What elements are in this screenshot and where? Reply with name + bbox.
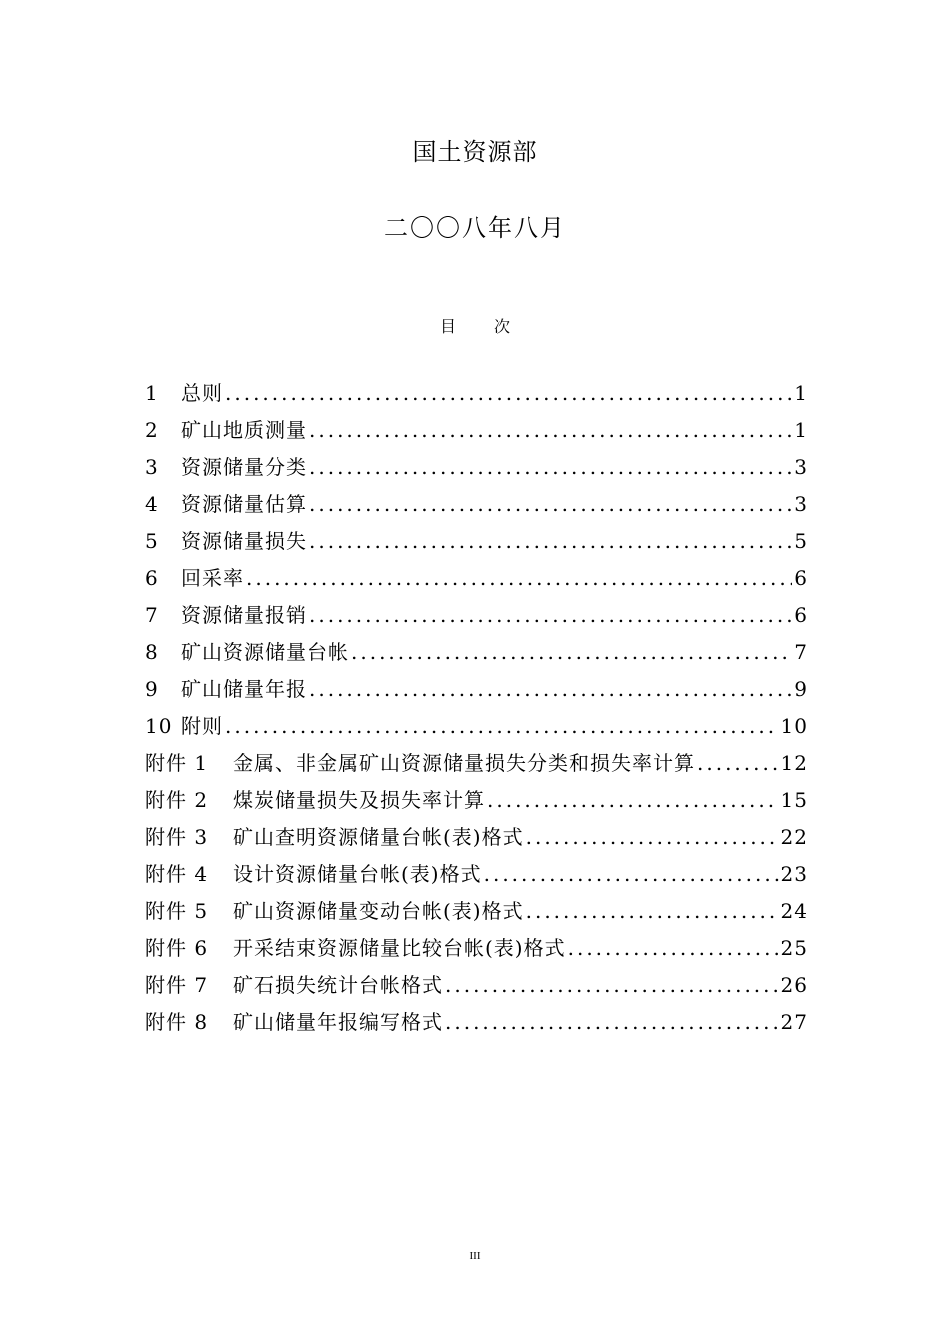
toc-entry-page: 1 bbox=[794, 418, 808, 442]
toc-leader-dots bbox=[484, 856, 779, 893]
toc-entry-page: 1 bbox=[794, 381, 808, 405]
toc-entry-number: 10 bbox=[145, 714, 173, 738]
toc-entry-page: 7 bbox=[794, 640, 808, 664]
toc-entry-title: 矿山储量年报 bbox=[181, 677, 307, 701]
toc-entry-title: 回采率 bbox=[181, 566, 244, 590]
toc-entry-title: 矿山储量年报编写格式 bbox=[233, 1010, 443, 1034]
toc-entry-page: 24 bbox=[780, 899, 808, 923]
toc-leader-dots bbox=[225, 375, 792, 412]
toc-entry-number: 附件 5 bbox=[145, 899, 209, 923]
toc-entry-page: 23 bbox=[780, 862, 808, 886]
toc-entry-page: 6 bbox=[794, 603, 808, 627]
toc-leader-dots bbox=[697, 745, 779, 782]
toc-entry-title: 资源储量报销 bbox=[181, 603, 307, 627]
table-of-contents bbox=[145, 375, 808, 1041]
toc-entry-title: 矿山资源储量变动台帐(表)格式 bbox=[233, 899, 524, 923]
toc-entry-number: 附件 4 bbox=[145, 862, 209, 886]
toc-entry-number: 附件 6 bbox=[145, 936, 209, 960]
toc-entry[interactable] bbox=[145, 708, 808, 745]
toc-entry-title: 开采结束资源储量比较台帐(表)格式 bbox=[233, 936, 566, 960]
toc-leader-dots bbox=[309, 671, 792, 708]
toc-entry-title: 矿山地质测量 bbox=[181, 418, 307, 442]
toc-entry-page: 3 bbox=[794, 492, 808, 516]
toc-entry-page: 15 bbox=[780, 788, 808, 812]
toc-entry-number: 3 bbox=[145, 455, 159, 479]
toc-leader-dots bbox=[445, 967, 779, 1004]
toc-entry[interactable] bbox=[145, 671, 808, 708]
toc-entry-number: 1 bbox=[145, 381, 159, 405]
toc-leader-dots bbox=[246, 560, 792, 597]
toc-entry-page: 26 bbox=[780, 973, 808, 997]
toc-entry-title: 煤炭储量损失及损失率计算 bbox=[233, 788, 485, 812]
toc-entry-page: 6 bbox=[794, 566, 808, 590]
toc-entry-title: 矿石损失统计台帐格式 bbox=[233, 973, 443, 997]
toc-attachment-entry[interactable] bbox=[145, 856, 808, 893]
toc-entry-number: 4 bbox=[145, 492, 159, 516]
toc-leader-dots bbox=[309, 597, 792, 634]
toc-leader-dots bbox=[526, 819, 779, 856]
toc-leader-dots bbox=[309, 412, 792, 449]
toc-leader-dots bbox=[568, 930, 779, 967]
toc-entry[interactable] bbox=[145, 375, 808, 412]
toc-attachment-entry[interactable] bbox=[145, 967, 808, 1004]
toc-entry-number: 6 bbox=[145, 566, 159, 590]
toc-entry[interactable] bbox=[145, 449, 808, 486]
toc-attachment-entry[interactable] bbox=[145, 1004, 808, 1041]
toc-attachment-entry[interactable] bbox=[145, 930, 808, 967]
toc-attachment-entry[interactable] bbox=[145, 745, 808, 782]
toc-entry-page: 27 bbox=[780, 1010, 808, 1034]
toc-entry[interactable] bbox=[145, 412, 808, 449]
toc-attachment-entry[interactable] bbox=[145, 893, 808, 930]
toc-entry[interactable] bbox=[145, 486, 808, 523]
toc-entry-number: 8 bbox=[145, 640, 159, 664]
toc-attachment-entry[interactable] bbox=[145, 819, 808, 856]
toc-entry-number: 附件 2 bbox=[145, 788, 209, 812]
toc-leader-dots bbox=[526, 893, 779, 930]
toc-entry-number: 7 bbox=[145, 603, 159, 627]
toc-leader-dots bbox=[487, 782, 779, 819]
toc-leader-dots bbox=[445, 1004, 779, 1041]
toc-entry-page: 9 bbox=[794, 677, 808, 701]
toc-entry[interactable] bbox=[145, 634, 808, 671]
toc-entry[interactable] bbox=[145, 597, 808, 634]
toc-entry-title: 资源储量分类 bbox=[181, 455, 307, 479]
toc-leader-dots bbox=[351, 634, 792, 671]
toc-entry-page: 5 bbox=[794, 529, 808, 553]
toc-entry-page: 12 bbox=[780, 751, 808, 775]
toc-entry-page: 3 bbox=[794, 455, 808, 479]
toc-entry-number: 附件 3 bbox=[145, 825, 209, 849]
toc-entry-number: 附件 7 bbox=[145, 973, 209, 997]
toc-entry-title: 附则 bbox=[181, 714, 223, 738]
toc-entry-number: 附件 8 bbox=[145, 1010, 209, 1034]
toc-entry-page: 10 bbox=[780, 714, 808, 738]
toc-leader-dots bbox=[309, 486, 792, 523]
toc-heading-part2: 次 bbox=[494, 317, 511, 336]
toc-heading-part1: 目 bbox=[439, 317, 456, 336]
toc-entry-number: 2 bbox=[145, 418, 159, 442]
toc-entry-page: 22 bbox=[780, 825, 808, 849]
toc-entry-title: 资源储量估算 bbox=[181, 492, 307, 516]
toc-attachment-entry[interactable] bbox=[145, 782, 808, 819]
toc-entry[interactable] bbox=[145, 560, 808, 597]
document-date: 二〇〇八年八月 bbox=[384, 214, 566, 242]
toc-entry[interactable] bbox=[145, 523, 808, 560]
toc-entry-title: 金属、非金属矿山资源储量损失分类和损失率计算 bbox=[233, 751, 695, 775]
toc-leader-dots bbox=[309, 523, 792, 560]
toc-leader-dots bbox=[225, 708, 779, 745]
organization-title: 国土资源部 bbox=[412, 138, 538, 166]
page-number: III bbox=[469, 1250, 481, 1262]
toc-entry-number: 附件 1 bbox=[145, 751, 209, 775]
toc-entry-title: 设计资源储量台帐(表)格式 bbox=[233, 862, 482, 886]
toc-entry-title: 矿山资源储量台帐 bbox=[181, 640, 349, 664]
toc-heading bbox=[0, 314, 950, 337]
toc-entry-title: 资源储量损失 bbox=[181, 529, 307, 553]
toc-entry-number: 9 bbox=[145, 677, 159, 701]
toc-entry-page: 25 bbox=[780, 936, 808, 960]
toc-entry-number: 5 bbox=[145, 529, 159, 553]
toc-entry-title: 总则 bbox=[181, 381, 223, 405]
toc-entry-title: 矿山查明资源储量台帐(表)格式 bbox=[233, 825, 524, 849]
toc-leader-dots bbox=[309, 449, 792, 486]
